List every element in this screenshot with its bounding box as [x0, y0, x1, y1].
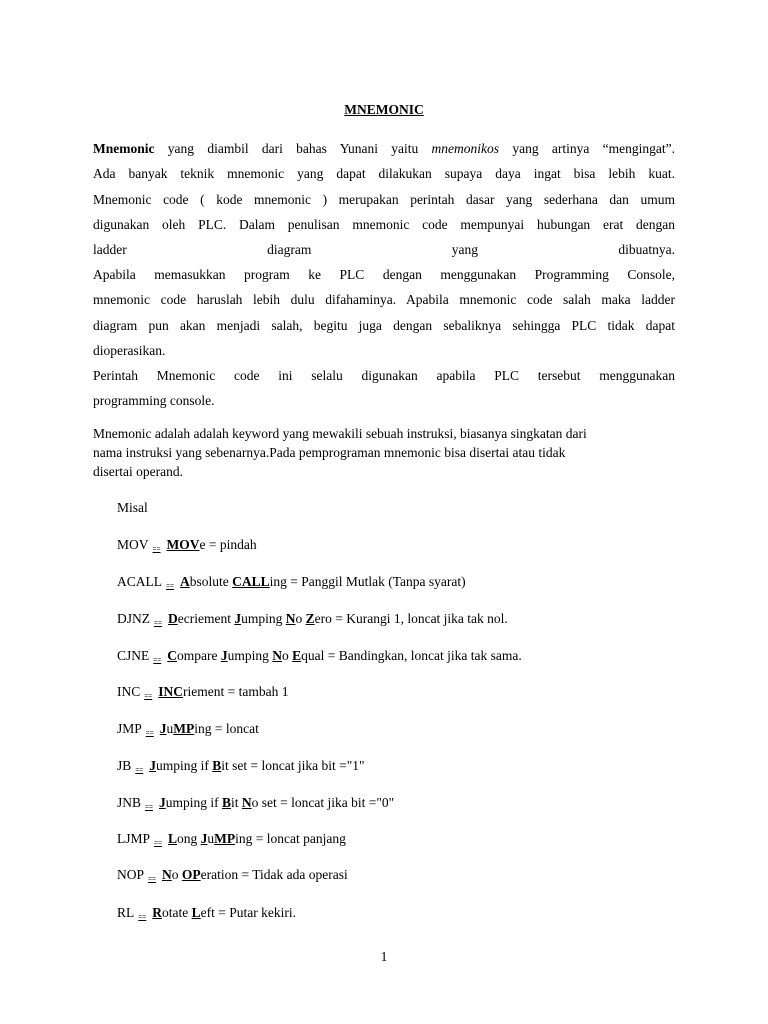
- mnemonic-code: ACALL: [117, 574, 162, 589]
- para2-line4: dioperasikan.: [93, 343, 166, 358]
- abbrev-letters: INC: [158, 684, 183, 699]
- description-text: ing = loncat panjang: [235, 831, 346, 846]
- para1-line4: digunakan oleh PLC. Dalam penulisan mnemonic code mempunyai hubungan erat dengan: [93, 217, 675, 232]
- mnemonic-item: [117, 831, 346, 847]
- abbrev-letters: J: [159, 721, 167, 736]
- description-text: ero = Kurangi 1, loncat jika tak nol.: [314, 611, 508, 626]
- mnemonic-item: [117, 611, 508, 627]
- description-text: o set = loncat jika bit ="0": [251, 795, 395, 810]
- abbrev-letters: L: [168, 831, 178, 846]
- mnemonic-item: [117, 684, 288, 700]
- equals-arrow-icon: ==: [152, 545, 161, 553]
- para1-line5: ladder diagram yang dibuatnya.: [93, 242, 675, 257]
- para2-line1: Apabila memasukkan program ke PLC dengan menggunakan Programming Console,: [93, 267, 675, 282]
- abbrev-letters: MP: [214, 831, 236, 846]
- equals-arrow-icon: ==: [144, 692, 153, 700]
- abbrev-letters: C: [167, 648, 177, 663]
- term-mnemonic: Mnemonic: [93, 141, 155, 156]
- mnemonic-item: [117, 867, 348, 883]
- description-text: ong: [177, 831, 201, 846]
- mnemonic-code: JMP: [117, 721, 142, 736]
- mnemonic-code: NOP: [117, 867, 145, 882]
- abbrev-letters: J: [234, 611, 242, 626]
- equals-arrow-icon: ==: [138, 913, 147, 921]
- description-text: otate: [162, 905, 192, 920]
- description-text: bsolute: [189, 574, 233, 589]
- mnemonic-code: INC: [117, 684, 141, 699]
- description-text: eration = Tidak ada operasi: [200, 867, 348, 882]
- mnemonic-item: [117, 648, 522, 664]
- abbrev-letters: MOV: [166, 537, 200, 552]
- mnemonic-code: LJMP: [117, 831, 151, 846]
- abbrev-letters: Z: [305, 611, 315, 626]
- mnemonic-item: [117, 795, 394, 811]
- mnemonic-item: [117, 758, 365, 774]
- description-text: umping if: [156, 758, 213, 773]
- description-text: qual = Bandingkan, loncat jika tak sama.: [301, 648, 522, 663]
- para3-line2: programming console.: [93, 393, 215, 408]
- equals-arrow-icon: ==: [153, 656, 162, 664]
- description-text: u: [166, 721, 174, 736]
- mnemonic-code: CJNE: [117, 648, 150, 663]
- description-text: ecriement: [177, 611, 235, 626]
- abbrev-letters: B: [212, 758, 222, 773]
- page-number: 1: [380, 949, 388, 964]
- description-text: ompare: [177, 648, 221, 663]
- abbrev-letters: L: [191, 905, 201, 920]
- para1-line1: Mnemonic yang diambil dari bahas Yunani yaitu mnemonikos yang artinya “mengingat”.: [93, 141, 675, 156]
- misal-label: Misal: [117, 500, 148, 515]
- abbrev-letters: OP: [181, 867, 201, 882]
- page-title: MNEMONIC: [344, 102, 424, 117]
- description-text: eft = Putar kekiri.: [200, 905, 296, 920]
- equals-arrow-icon: ==: [145, 803, 153, 811]
- para2-line3: diagram pun akan menjadi salah, begitu juga dengan sebaliknya sehingga PLC tidak dapat: [93, 318, 675, 333]
- equals-arrow-icon: ==: [154, 839, 162, 847]
- abbrev-letters: A: [179, 574, 190, 589]
- mnemonic-code: DJNZ: [117, 611, 150, 626]
- description-text: umping: [241, 611, 286, 626]
- mnemonic-item: [117, 721, 259, 737]
- para1-line2: Ada banyak teknik mnemonic yang dapat dilakukan supaya daya ingat bisa lebih kuat.: [93, 166, 675, 181]
- abbrev-letters: B: [222, 795, 232, 810]
- abbrev-letters: D: [167, 611, 178, 626]
- mnemonic-item: [117, 537, 257, 553]
- equals-arrow-icon: ==: [166, 582, 174, 590]
- mnemonic-item: [117, 905, 296, 921]
- description-text: ing = loncat: [194, 721, 259, 736]
- para4-line3: disertai operand.: [93, 464, 183, 479]
- abbrev-letters: N: [162, 867, 172, 882]
- para2-line2: mnemonic code haruslah lebih dulu difahaminya. Apabila mnemonic code salah maka ladder: [93, 292, 675, 307]
- abbrev-letters: J: [149, 758, 156, 773]
- para3-line1: Perintah Mnemonic code ini selalu digunakan apabila PLC tersebut menggunakan: [93, 368, 675, 383]
- equals-arrow-icon: ==: [148, 875, 156, 883]
- abbrev-letters: N: [285, 611, 296, 626]
- description-text: u: [207, 831, 215, 846]
- term-mnemonikos: mnemonikos: [431, 141, 500, 156]
- abbrev-letters: CALL: [232, 574, 270, 589]
- abbrev-letters: N: [272, 648, 282, 663]
- mnemonic-code: JNB: [117, 795, 142, 810]
- mnemonic-item: [117, 574, 466, 590]
- mnemonic-code: JB: [117, 758, 132, 773]
- description-text: riement = tambah 1: [183, 684, 289, 699]
- para4-line2: nama instruksi yang sebenarnya.Pada pemprograman mnemonic bisa disertai atau tidak: [93, 445, 566, 460]
- description-text: o: [171, 867, 182, 882]
- equals-arrow-icon: ==: [145, 729, 154, 737]
- description-text: e = pindah: [199, 537, 257, 552]
- abbrev-letters: R: [152, 905, 162, 920]
- abbrev-letters: N: [241, 795, 252, 810]
- mnemonic-code: RL: [117, 905, 135, 920]
- abbrev-letters: J: [220, 648, 228, 663]
- description-text: ing = Panggil Mutlak (Tanpa syarat): [269, 574, 466, 589]
- description-text: umping: [227, 648, 273, 663]
- para4-line1: Mnemonic adalah adalah keyword yang mewakili sebuah instruksi, biasanya singkatan dari: [93, 426, 587, 441]
- description-text: it: [231, 795, 242, 810]
- abbrev-letters: E: [292, 648, 302, 663]
- abbrev-letters: J: [159, 795, 166, 810]
- abbrev-letters: J: [200, 831, 208, 846]
- description-text: o: [282, 648, 293, 663]
- mnemonic-code: MOV: [117, 537, 149, 552]
- description-text: it set = loncat jika bit ="1": [221, 758, 365, 773]
- abbrev-letters: MP: [173, 721, 195, 736]
- para1-line3: Mnemonic code ( kode mnemonic ) merupakan perintah dasar yang sederhana dan umum: [93, 192, 675, 207]
- description-text: umping if: [165, 795, 222, 810]
- equals-arrow-icon: ==: [135, 766, 144, 774]
- description-text: o: [295, 611, 306, 626]
- equals-arrow-icon: ==: [154, 619, 162, 627]
